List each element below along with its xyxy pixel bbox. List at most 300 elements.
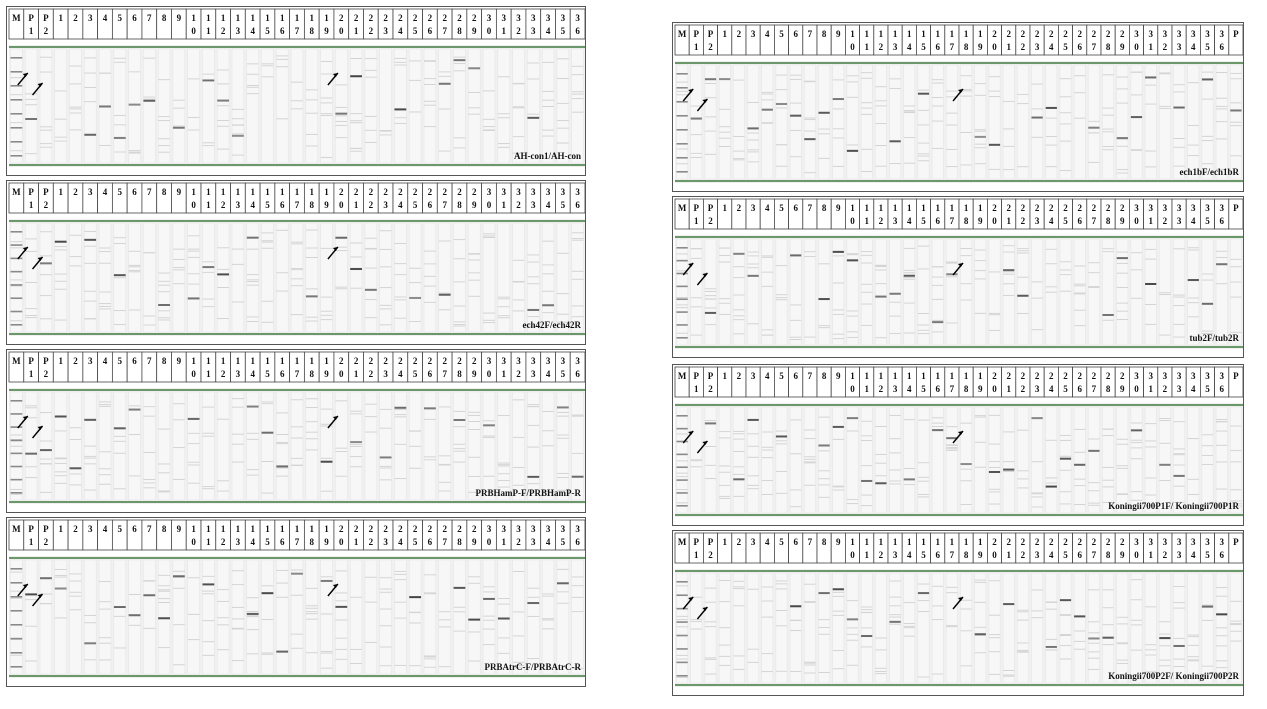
- lane-label: 2: [73, 524, 78, 534]
- lane-label: 2: [442, 13, 447, 23]
- lane-label: 2: [457, 13, 462, 23]
- lane-label: 1: [907, 203, 912, 213]
- lane-label: 6: [793, 537, 798, 547]
- lane-label: 2: [1162, 42, 1168, 52]
- lane-label: 1: [864, 203, 869, 213]
- lane-label: 8: [963, 216, 969, 226]
- lane-label: 1: [850, 29, 855, 39]
- lane-label: 4: [398, 369, 403, 379]
- lane-label: 0: [850, 216, 855, 226]
- lane-label: 8: [457, 537, 462, 547]
- lane-label: 1: [963, 537, 969, 547]
- lane-label: 2: [368, 200, 374, 210]
- lane-label: 4: [907, 216, 912, 226]
- lane-label: P: [707, 203, 714, 213]
- lane-label: 5: [779, 29, 784, 39]
- lane-label: 7: [442, 26, 447, 36]
- lane-label: 7: [442, 369, 447, 379]
- lane-label: 4: [545, 537, 551, 547]
- lane-label: M: [677, 371, 687, 381]
- lane-label: 1: [921, 371, 926, 381]
- lane-label: 2: [471, 356, 477, 366]
- lane-label: 2: [1120, 537, 1125, 547]
- lane-label: 2: [1034, 537, 1040, 547]
- lane-label: 6: [935, 384, 940, 394]
- lane-label: P: [693, 371, 700, 381]
- primer-caption: Koningii700P1F/ Koningii700P1R: [1108, 501, 1239, 511]
- lane-label: 2: [992, 29, 997, 39]
- lane-label: 2: [383, 356, 388, 366]
- lane-label: 1: [235, 356, 241, 366]
- lane-label: 8: [821, 203, 827, 213]
- lane-label: P: [1233, 29, 1239, 39]
- lane-label: 1: [58, 524, 63, 534]
- lane-label: 1: [294, 356, 300, 366]
- lane-label: 1: [949, 203, 955, 213]
- lane-label: 8: [963, 550, 969, 560]
- lane-label: 5: [560, 26, 566, 36]
- lane-label: 1: [892, 203, 898, 213]
- lane-label: 1: [722, 537, 727, 547]
- lane-label: 2: [1091, 371, 1097, 381]
- lane-label: 7: [294, 369, 300, 379]
- lane-label: 1: [324, 187, 329, 197]
- lane-label: 1: [1006, 42, 1011, 52]
- lane-label: 6: [132, 13, 137, 23]
- lane-label: 1: [949, 29, 955, 39]
- lane-label: 2: [1020, 384, 1026, 394]
- primer-caption: Koningii700P2F/ Koningii700P2R: [1108, 671, 1239, 681]
- lane-label: 0: [850, 550, 855, 560]
- lane-label: 4: [545, 369, 551, 379]
- lane-label: 2: [398, 524, 403, 534]
- lane-label: 7: [949, 384, 955, 394]
- lane-label: 2: [471, 187, 477, 197]
- lane-label: P: [28, 187, 34, 197]
- lane-label: 1: [694, 384, 699, 394]
- lane-label: 3: [516, 524, 521, 534]
- lane-label: 1: [1148, 216, 1153, 226]
- lane-label: 1: [309, 13, 315, 23]
- lane-label: 3: [1034, 550, 1040, 560]
- lane-label: 2: [736, 371, 742, 381]
- lane-label: 2: [368, 537, 374, 547]
- lane-label: 1: [206, 369, 211, 379]
- lane-label: 8: [309, 200, 315, 210]
- lane-label: 2: [516, 200, 521, 210]
- lane-label: 2: [1077, 537, 1082, 547]
- lane-label: 3: [892, 550, 898, 560]
- lane-label: 5: [1063, 42, 1068, 52]
- lane-label: 2: [368, 187, 374, 197]
- lane-label: 2: [353, 13, 359, 23]
- lane-label: 1: [907, 371, 912, 381]
- lane-label: 1: [250, 356, 255, 366]
- lane-label: 2: [43, 26, 49, 36]
- lane-label: 5: [412, 26, 418, 36]
- gel-image: [7, 181, 586, 345]
- lane-label: 3: [892, 216, 898, 226]
- lane-label: 5: [265, 26, 270, 36]
- lane-label: 2: [1120, 203, 1125, 213]
- lane-label: 2: [412, 356, 418, 366]
- lane-label: 9: [176, 356, 182, 366]
- lane-label: 2: [412, 13, 418, 23]
- lane-label: 1: [28, 537, 34, 547]
- lane-label: 5: [779, 371, 784, 381]
- lane-label: 2: [442, 524, 447, 534]
- lane-label: 0: [339, 26, 344, 36]
- lane-label: 3: [1205, 371, 1210, 381]
- lane-label: 3: [560, 524, 566, 534]
- lane-label: 3: [1148, 203, 1153, 213]
- lane-label: 2: [339, 356, 344, 366]
- lane-label: 2: [368, 13, 374, 23]
- gel-image: [7, 7, 586, 176]
- lane-label: 4: [1191, 550, 1196, 560]
- lane-label: 2: [1020, 29, 1026, 39]
- lane-label: 4: [250, 369, 255, 379]
- lane-label: 1: [235, 13, 241, 23]
- lane-label: 1: [265, 524, 270, 534]
- lane-label: 3: [501, 13, 507, 23]
- lane-label: 4: [907, 384, 912, 394]
- lane-label: M: [12, 524, 21, 534]
- lane-label: 1: [220, 13, 226, 23]
- lane-label: 8: [161, 524, 167, 534]
- lane-label: 1: [921, 203, 926, 213]
- lane-label: P: [43, 13, 49, 23]
- lane-label: 9: [836, 371, 841, 381]
- lane-label: 7: [1091, 216, 1097, 226]
- lane-label: 1: [878, 371, 884, 381]
- lane-label: M: [12, 356, 21, 366]
- lane-label: 0: [992, 550, 997, 560]
- lane-label: 1: [864, 216, 869, 226]
- lane-label: 4: [1191, 42, 1196, 52]
- lane-label: 7: [807, 371, 813, 381]
- lane-label: 8: [963, 384, 969, 394]
- lane-label: 7: [807, 203, 813, 213]
- lane-label: 3: [383, 200, 388, 210]
- primer-caption: ech1bF/ech1bR: [1179, 167, 1239, 177]
- lane-label: 2: [412, 524, 418, 534]
- lane-label: 2: [1020, 550, 1026, 560]
- lane-label: 4: [102, 187, 108, 197]
- lane-label: 2: [457, 524, 462, 534]
- right-gel-panel-1: [672, 22, 1244, 192]
- lane-label: 9: [836, 29, 841, 39]
- lane-label: 2: [471, 13, 477, 23]
- lane-label: 3: [575, 13, 580, 23]
- lane-label: M: [12, 13, 21, 23]
- lane-label: 2: [1020, 42, 1026, 52]
- lane-label: 2: [708, 384, 713, 394]
- lane-label: 8: [309, 537, 315, 547]
- lane-label: 1: [235, 524, 241, 534]
- lane-label: 2: [736, 203, 742, 213]
- lane-label: 7: [807, 537, 813, 547]
- lane-label: 2: [1105, 29, 1111, 39]
- lane-label: P: [1233, 537, 1239, 547]
- lane-label: 9: [1120, 216, 1125, 226]
- lane-label: 8: [309, 26, 315, 36]
- lane-label: 9: [978, 384, 983, 394]
- lane-label: 6: [132, 187, 137, 197]
- lane-label: 0: [486, 200, 492, 210]
- lane-label: 1: [309, 524, 315, 534]
- lane-label: 1: [850, 537, 855, 547]
- lane-label: P: [707, 29, 714, 39]
- lane-label: 3: [1205, 537, 1210, 547]
- lane-label: 1: [722, 29, 727, 39]
- lane-label: 2: [427, 13, 433, 23]
- lane-label: 1: [206, 537, 211, 547]
- lane-label: 2: [1049, 371, 1054, 381]
- lane-label: 3: [575, 187, 580, 197]
- lane-label: 3: [235, 537, 241, 547]
- lane-label: 2: [220, 537, 226, 547]
- lane-label: 1: [206, 524, 211, 534]
- lane-label: 1: [191, 356, 196, 366]
- lane-label: 1: [191, 187, 196, 197]
- lane-label: 2: [1063, 29, 1068, 39]
- lane-label: 3: [1148, 371, 1153, 381]
- lane-label: 1: [501, 200, 507, 210]
- lane-label: 5: [1063, 384, 1068, 394]
- lane-label: 7: [1091, 550, 1097, 560]
- lane-label: 1: [191, 524, 196, 534]
- lane-label: 3: [1148, 537, 1153, 547]
- left-gel-panel-4: [6, 517, 586, 687]
- lane-label: 0: [486, 26, 492, 36]
- lane-label: 1: [850, 371, 855, 381]
- lane-label: 3: [1219, 29, 1224, 39]
- lane-label: 2: [427, 187, 433, 197]
- lane-label: 0: [191, 26, 196, 36]
- lane-label: 1: [206, 26, 211, 36]
- lane-label: 1: [864, 384, 869, 394]
- lane-label: 2: [1063, 537, 1068, 547]
- lane-label: 3: [87, 356, 93, 366]
- lane-label: 9: [176, 187, 182, 197]
- lane-label: 3: [531, 187, 536, 197]
- lane-label: 3: [545, 356, 551, 366]
- lane-label: 2: [220, 200, 226, 210]
- lane-label: 1: [309, 356, 315, 366]
- lane-label: 2: [878, 384, 884, 394]
- lane-label: 3: [1176, 384, 1182, 394]
- lane-label: 9: [176, 13, 182, 23]
- lane-label: 1: [978, 29, 983, 39]
- lane-label: 1: [978, 371, 983, 381]
- lane-label: 3: [1176, 537, 1182, 547]
- lane-label: 3: [1176, 371, 1182, 381]
- lane-label: 1: [850, 203, 855, 213]
- lane-label: 6: [1077, 216, 1082, 226]
- lane-label: 2: [220, 26, 226, 36]
- lane-label: 2: [1162, 550, 1168, 560]
- lane-label: 6: [793, 29, 798, 39]
- lane-label: 9: [324, 26, 329, 36]
- lane-label: 3: [1034, 42, 1040, 52]
- lane-label: 6: [575, 200, 580, 210]
- lane-label: 1: [978, 537, 983, 547]
- lane-label: 4: [250, 26, 255, 36]
- lane-label: 0: [850, 384, 855, 394]
- lane-label: 9: [471, 26, 477, 36]
- lane-label: 4: [765, 29, 770, 39]
- lane-label: 3: [531, 524, 536, 534]
- lane-label: 1: [250, 13, 255, 23]
- lane-label: 4: [765, 537, 770, 547]
- lane-label: 3: [545, 187, 551, 197]
- lane-label: 3: [531, 200, 536, 210]
- lane-label: 7: [294, 200, 300, 210]
- lane-label: 2: [442, 187, 447, 197]
- lane-label: 8: [1105, 550, 1111, 560]
- gel-image: [673, 197, 1244, 358]
- lane-label: 2: [368, 524, 374, 534]
- lane-label: 2: [1105, 371, 1111, 381]
- lane-label: 3: [486, 187, 492, 197]
- lane-label: 3: [531, 369, 536, 379]
- lane-label: 3: [1162, 537, 1168, 547]
- right-gel-panel-2: [672, 196, 1244, 358]
- lane-label: 5: [117, 524, 123, 534]
- lane-label: 3: [1176, 216, 1182, 226]
- lane-label: 5: [1063, 550, 1068, 560]
- lane-label: 7: [1091, 42, 1097, 52]
- lane-label: 3: [1162, 371, 1168, 381]
- lane-label: 3: [1134, 537, 1139, 547]
- lane-label: 2: [353, 356, 359, 366]
- lane-label: 6: [427, 537, 433, 547]
- lane-label: 3: [516, 13, 521, 23]
- lane-label: 8: [161, 13, 167, 23]
- lane-label: 3: [750, 203, 756, 213]
- lane-label: 1: [892, 29, 898, 39]
- lane-label: 7: [147, 524, 152, 534]
- lane-label: 2: [73, 356, 78, 366]
- lane-label: 2: [708, 550, 713, 560]
- lane-label: 5: [779, 203, 784, 213]
- lane-label: 5: [1205, 384, 1210, 394]
- lane-label: 1: [694, 42, 699, 52]
- lane-label: 2: [1077, 203, 1082, 213]
- lane-label: 4: [1049, 550, 1054, 560]
- lane-label: P: [43, 524, 49, 534]
- lane-label: 5: [560, 369, 566, 379]
- lane-label: 1: [265, 356, 270, 366]
- lane-label: 2: [1091, 29, 1097, 39]
- lane-label: 2: [383, 187, 388, 197]
- lane-label: 4: [398, 26, 403, 36]
- lane-label: 1: [864, 537, 869, 547]
- lane-label: 3: [1176, 29, 1182, 39]
- lane-label: P: [693, 537, 700, 547]
- lane-label: 2: [1020, 203, 1026, 213]
- lane-label: 1: [294, 187, 300, 197]
- lane-label: P: [693, 203, 700, 213]
- lane-label: 1: [864, 42, 869, 52]
- lane-label: 1: [324, 524, 329, 534]
- lane-label: 7: [147, 356, 152, 366]
- lane-label: 3: [1191, 29, 1196, 39]
- lane-label: 1: [206, 356, 211, 366]
- lane-label: 1: [279, 356, 285, 366]
- lane-label: 3: [1176, 42, 1182, 52]
- lane-label: 0: [191, 537, 196, 547]
- lane-label: 3: [892, 384, 898, 394]
- lane-label: 2: [383, 524, 388, 534]
- lane-label: 1: [191, 13, 196, 23]
- lane-label: 3: [1191, 203, 1196, 213]
- lane-label: 3: [87, 524, 93, 534]
- lane-label: 2: [1049, 203, 1054, 213]
- lane-label: 1: [250, 524, 255, 534]
- lane-label: 1: [864, 371, 869, 381]
- lane-label: 1: [501, 537, 507, 547]
- lane-label: 1: [294, 13, 300, 23]
- lane-label: 6: [1077, 384, 1082, 394]
- lane-label: 3: [531, 13, 536, 23]
- lane-label: 1: [694, 216, 699, 226]
- lane-label: 8: [161, 356, 167, 366]
- lane-label: 1: [935, 537, 940, 547]
- lane-label: 7: [147, 187, 152, 197]
- lane-label: 2: [1063, 371, 1068, 381]
- lane-label: 6: [279, 26, 285, 36]
- lane-label: 6: [575, 537, 580, 547]
- lane-label: P: [1233, 203, 1239, 213]
- lane-label: 6: [935, 216, 940, 226]
- lane-label: 3: [750, 29, 756, 39]
- lane-label: 6: [427, 26, 433, 36]
- lane-label: 2: [1077, 371, 1082, 381]
- lane-label: 1: [878, 29, 884, 39]
- lane-label: 5: [412, 200, 418, 210]
- lane-label: 2: [339, 187, 344, 197]
- lane-label: 9: [324, 200, 329, 210]
- lane-label: 7: [949, 216, 955, 226]
- lane-label: 1: [206, 200, 211, 210]
- lane-label: 4: [765, 371, 770, 381]
- lane-label: 1: [921, 29, 926, 39]
- lane-label: 6: [132, 524, 137, 534]
- lane-label: 1: [892, 537, 898, 547]
- lane-label: 2: [1049, 29, 1054, 39]
- lane-label: 6: [427, 200, 433, 210]
- lane-label: 1: [935, 203, 940, 213]
- right-gel-panel-3: [672, 364, 1244, 526]
- lane-label: 7: [294, 537, 300, 547]
- lane-label: P: [28, 356, 34, 366]
- lane-label: 0: [486, 537, 492, 547]
- lane-label: 3: [560, 187, 566, 197]
- lane-label: 0: [486, 369, 492, 379]
- lane-label: 2: [353, 187, 359, 197]
- lane-label: 5: [1205, 42, 1210, 52]
- lane-label: 8: [1105, 216, 1111, 226]
- lane-label: 5: [265, 537, 270, 547]
- lane-label: 3: [1191, 537, 1196, 547]
- lane-label: 0: [339, 200, 344, 210]
- lane-label: 6: [279, 200, 285, 210]
- lane-label: 9: [471, 200, 477, 210]
- lane-label: 3: [1205, 29, 1210, 39]
- lane-label: 5: [779, 537, 784, 547]
